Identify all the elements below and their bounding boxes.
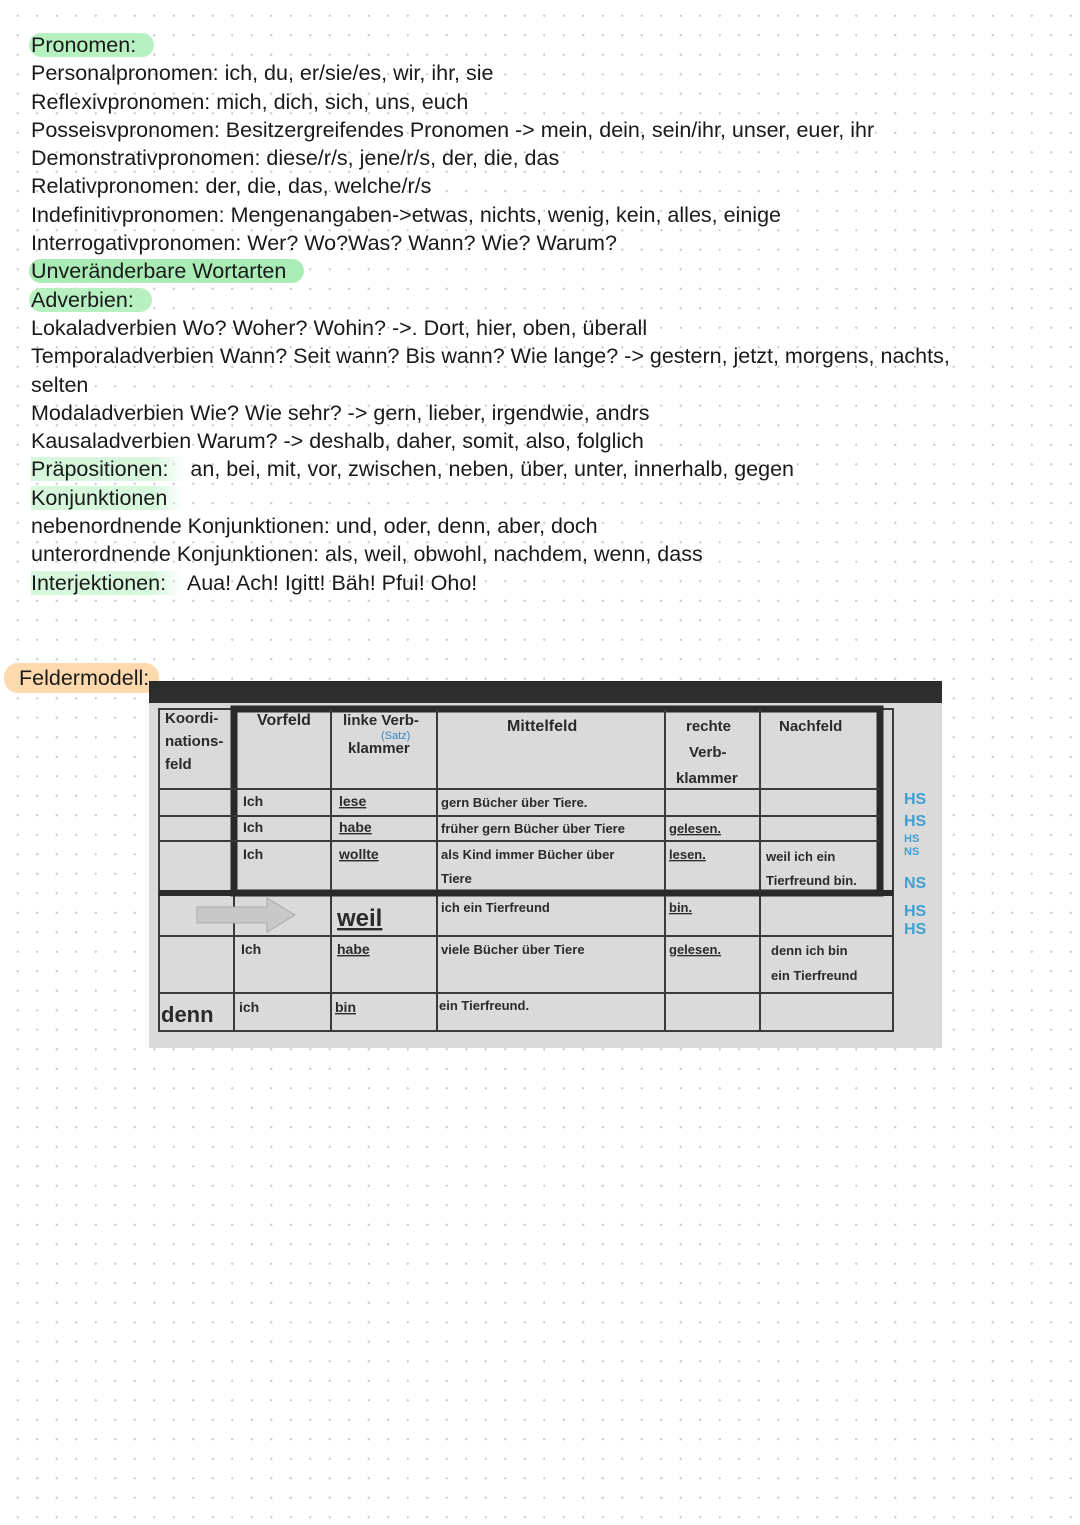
hdr-vorfeld: Vorfeld (257, 712, 311, 729)
r3-vorfeld: Ich (243, 846, 264, 862)
line-interjektionen (31, 569, 1041, 597)
r3-nach-1: weil ich ein (766, 849, 836, 864)
hdr-mittelfeld: Mittelfeld (507, 718, 578, 735)
line-personalpronomen: Personalpronomen: ich, du, er/sie/es, wir, ihr, sie (31, 61, 494, 86)
r1-mittel: gern Bücher über Tiere. (441, 795, 588, 810)
line-lokaladverbien: Lokaladverbien Wo? Woher? Wohin? ->. Dort, hier, oben, überall (31, 315, 648, 340)
line-nebenordnende: nebenordnende Konjunktionen: und, oder, denn, aber, doch (31, 514, 598, 539)
r5-linke: habe (337, 941, 370, 957)
notes-text (31, 31, 1041, 597)
r1-linke: lese (339, 793, 367, 809)
hdr-linke-1: linke Verb- (343, 712, 419, 729)
line-modaladverbien: Modaladverbien Wie? Wie sehr? -> gern, lieber, irgendwie, andrs (31, 400, 650, 425)
r5-vorfeld: Ich (241, 941, 262, 957)
margin-note-7: HS (904, 921, 927, 938)
line-interrogativpronomen: Interrogativpronomen: Wer? Wo?Was? Wann? Wie? Warum? (31, 231, 617, 256)
line-indefinitivpronomen: Indefinitivpronomen: Mengenangaben->etwas, nichts, wenig, kein, alles, einige (31, 202, 781, 227)
heading-unveraenderbare-wortarten: Unveränderbare Wortarten (29, 259, 304, 283)
r2-vorfeld: Ich (243, 819, 264, 835)
margin-note-3: HS (904, 833, 920, 845)
hdr-nachfeld: Nachfeld (779, 718, 843, 735)
heading-konjunktionen: Konjunktionen (31, 486, 183, 510)
line-reflexivpronomen: Reflexivpronomen: mich, dich, sich, uns, euch (31, 89, 469, 114)
r2-linke: habe (339, 819, 372, 835)
r2-mittel: früher gern Bücher über Tiere (441, 821, 625, 836)
r4-rechte: bin. (669, 900, 693, 915)
r1-vorfeld: Ich (243, 793, 264, 809)
line-kausaladverbien: Kausaladverbien Warum? -> deshalb, daher, somit, also, folglich (31, 429, 644, 454)
feldermodell-table (149, 681, 942, 1048)
interjektionen-list: Aua! Ach! Igitt! Bäh! Pfui! Oho! (182, 570, 478, 595)
hdr-koord-1: Koordi- (165, 710, 219, 727)
r4-linke: weil (337, 905, 383, 932)
r3-mittel-2: Tiere (441, 871, 472, 886)
r3-linke: wollte (339, 846, 379, 862)
hdr-rechte-2: Verb- (689, 744, 727, 761)
margin-note-1: HS (904, 791, 927, 808)
r3-rechte: lesen. (669, 847, 706, 862)
r5-rechte: gelesen. (669, 942, 722, 957)
margin-notes (904, 789, 942, 937)
hdr-koord-3: feld (165, 756, 192, 773)
r6-koord: denn (161, 1002, 214, 1027)
r5-mittel: viele Bücher über Tiere (441, 942, 585, 957)
r3-mittel-1: als Kind immer Bücher über (441, 847, 615, 862)
r4-mittel: ich ein Tierfreund (441, 900, 550, 915)
line-praepositionen (31, 455, 1041, 483)
hdr-rechte-1: rechte (686, 718, 732, 735)
r5-nach-1: denn ich bin (771, 943, 848, 958)
hdr-rechte-3: klammer (676, 770, 738, 787)
heading-feldermodell: Feldermodell: (4, 663, 159, 693)
hdr-koord-2: nations- (165, 733, 224, 750)
heading-adverbien: Adverbien: (29, 288, 152, 312)
r5-nach-2: ein Tierfreund (771, 968, 858, 983)
margin-note-6: HS (904, 903, 927, 920)
hdr-linke-2: klammer (348, 740, 410, 757)
margin-note-4: NS (904, 846, 920, 858)
margin-note-2: HS (904, 813, 927, 830)
heading-pronomen: Pronomen: (29, 33, 154, 57)
heading-praepositionen: Präpositionen: (31, 457, 184, 481)
heading-interjektionen: Interjektionen: (31, 571, 182, 595)
line-temporaladverbien: Temporaladverbien Wann? Seit wann? Bis wann? Wie lange? -> gestern, jetzt, morgens, nachts, selten (31, 344, 950, 397)
r6-linke: bin (335, 999, 356, 1015)
line-relativpronomen: Relativpronomen: der, die, das, welche/r/s (31, 174, 432, 199)
feldermodell-photo (149, 681, 942, 1048)
r6-vorfeld: ich (239, 999, 260, 1015)
margin-note-5: NS (904, 875, 927, 892)
line-possessivpronomen: Posseisvpronomen: Besitzergreifendes Pronomen -> mein, dein, sein/ihr, unser, euer, ihr (31, 117, 875, 142)
line-demonstrativpronomen: Demonstrativpronomen: diese/r/s, jene/r/s, der, die, das (31, 146, 560, 171)
hdr-linke-note: (Satz) (381, 730, 411, 742)
praepositionen-list: an, bei, mit, vor, zwischen, neben, über, unter, innerhalb, gegen (184, 457, 795, 482)
line-unterordnende: unterordnende Konjunktionen: als, weil, obwohl, nachdem, wenn, dass (31, 542, 703, 567)
r6-mittel: ein Tierfreund. (439, 998, 530, 1013)
r2-rechte: gelesen. (669, 821, 722, 836)
r3-nach-2: Tierfreund bin. (766, 873, 857, 888)
